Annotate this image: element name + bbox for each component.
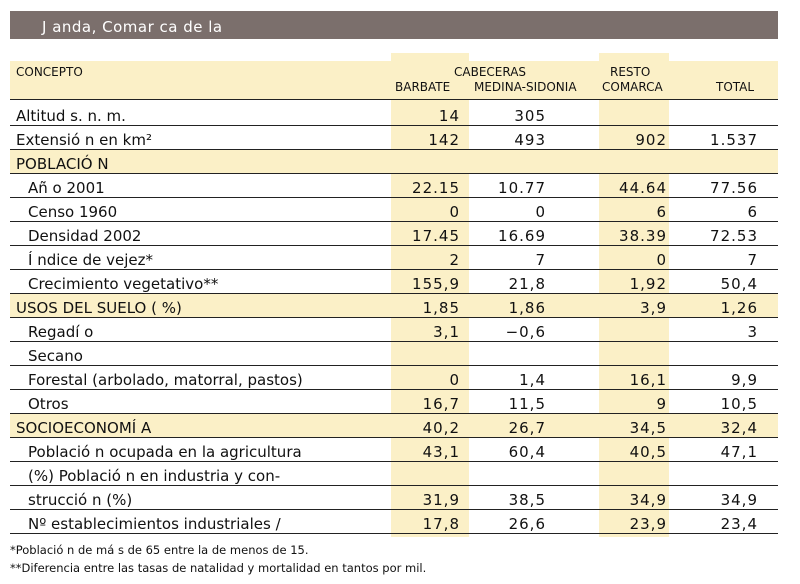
row-label: (%) Població n en industria y con- — [28, 467, 281, 485]
header-resto: RESTO — [610, 65, 651, 79]
row-label: Nº establecimientos industriales / — [28, 515, 281, 533]
total-value: 47,1 — [720, 443, 758, 461]
table-row — [10, 174, 778, 198]
medina-sidonia-value: −0,6 — [505, 323, 546, 341]
barbate-value: 17,8 — [422, 515, 460, 533]
row-divider — [10, 533, 778, 534]
barbate-value: 14 — [438, 107, 460, 125]
barbate-value: 17.45 — [412, 227, 460, 245]
header-divider — [10, 99, 778, 100]
table-row — [10, 246, 778, 270]
row-label: Añ o 2001 — [28, 179, 105, 197]
total-value: 1,26 — [720, 299, 758, 317]
barbate-value: 2 — [449, 251, 460, 269]
barbate-value: 40,2 — [422, 419, 460, 437]
medina-sidonia-value: 26,7 — [508, 419, 546, 437]
resto-comarca-value: 902 — [635, 131, 667, 149]
total-value: 23,4 — [720, 515, 758, 533]
resto-comarca-value: 44.64 — [619, 179, 667, 197]
table-row — [10, 438, 778, 462]
table-row — [10, 462, 778, 486]
row-label: Secano — [28, 347, 83, 365]
barbate-value: 16,7 — [422, 395, 460, 413]
medina-sidonia-value: 0 — [535, 203, 546, 221]
barbate-value: 31,9 — [422, 491, 460, 509]
resto-comarca-value: 38.39 — [619, 227, 667, 245]
medina-sidonia-value: 1,4 — [519, 371, 546, 389]
medina-sidonia-value: 21,8 — [508, 275, 546, 293]
table-row — [10, 390, 778, 414]
row-label: POBLACIÓ N — [16, 155, 109, 173]
data-table — [10, 53, 778, 537]
row-label: Í ndice de vejez* — [28, 251, 154, 269]
resto-comarca-value: 34,9 — [629, 491, 667, 509]
medina-sidonia-value: 7 — [535, 251, 546, 269]
table-row — [10, 294, 778, 318]
title-bar — [10, 11, 778, 39]
barbate-value: 142 — [428, 131, 460, 149]
table-row — [10, 270, 778, 294]
total-value: 10,5 — [720, 395, 758, 413]
row-label: USOS DEL SUELO ( %) — [16, 299, 182, 317]
barbate-value: 1,85 — [422, 299, 460, 317]
resto-comarca-value: 1,92 — [629, 275, 667, 293]
footnote-1: *Població n de má s de 65 entre la de menos de 15. — [10, 543, 309, 557]
row-label: Censo 1960 — [28, 203, 118, 221]
barbate-value: 3,1 — [433, 323, 460, 341]
table-row — [10, 342, 778, 366]
total-value: 9,9 — [731, 371, 758, 389]
total-value: 50,4 — [720, 275, 758, 293]
page-title: J anda, Comar ca de la — [42, 18, 223, 36]
row-label: strucció n (%) — [28, 491, 133, 509]
table-row — [10, 150, 778, 174]
barbate-value: 155,9 — [412, 275, 460, 293]
row-label: Crecimiento vegetativo** — [28, 275, 219, 293]
resto-comarca-value: 40,5 — [629, 443, 667, 461]
medina-sidonia-value: 16.69 — [498, 227, 546, 245]
total-value: 34,9 — [720, 491, 758, 509]
table-row — [10, 486, 778, 510]
table-row — [10, 126, 778, 150]
header-barbate: BARBATE — [395, 80, 451, 94]
medina-sidonia-value: 10.77 — [498, 179, 546, 197]
resto-comarca-value: 6 — [656, 203, 667, 221]
resto-comarca-value: 34,5 — [629, 419, 667, 437]
row-label: Població n ocupada en la agricultura — [28, 443, 302, 461]
footnote-2: **Diferencia entre las tasas de natalidad y mortalidad en tantos por mil. — [10, 561, 427, 575]
barbate-value: 0 — [449, 371, 460, 389]
medina-sidonia-value: 26,6 — [508, 515, 546, 533]
header-comarca: COMARCA — [602, 80, 663, 94]
table-row — [10, 414, 778, 438]
medina-sidonia-value: 38,5 — [508, 491, 546, 509]
resto-comarca-value: 16,1 — [629, 371, 667, 389]
row-label: Altitud s. n. m. — [16, 107, 126, 125]
total-value: 77.56 — [710, 179, 758, 197]
table-row — [10, 102, 778, 126]
total-value: 1.537 — [710, 131, 758, 149]
header-total: TOTAL — [716, 80, 755, 94]
barbate-value: 0 — [449, 203, 460, 221]
header-concepto: CONCEPTO — [16, 65, 83, 79]
table-row — [10, 222, 778, 246]
header-cabeceras: CABECERAS — [454, 65, 527, 79]
medina-sidonia-value: 60,4 — [508, 443, 546, 461]
medina-sidonia-value: 1,86 — [508, 299, 546, 317]
row-label: Regadí o — [28, 323, 94, 341]
resto-comarca-value: 3,9 — [640, 299, 667, 317]
total-value: 3 — [747, 323, 758, 341]
resto-comarca-value: 9 — [656, 395, 667, 413]
total-value: 7 — [747, 251, 758, 269]
row-label: Densidad 2002 — [28, 227, 142, 245]
row-label: SOCIOECONOMÍ A — [16, 419, 152, 437]
table-row — [10, 366, 778, 390]
medina-sidonia-value: 11,5 — [508, 395, 546, 413]
table-row — [10, 510, 778, 534]
total-value: 6 — [747, 203, 758, 221]
row-label: Otros — [28, 395, 69, 413]
row-label: Extensió n en km² — [16, 131, 152, 149]
total-value: 32,4 — [720, 419, 758, 437]
barbate-value: 22.15 — [412, 179, 460, 197]
resto-comarca-value: 23,9 — [629, 515, 667, 533]
medina-sidonia-value: 493 — [514, 131, 546, 149]
medina-sidonia-value: 305 — [514, 107, 546, 125]
total-value: 72.53 — [710, 227, 758, 245]
resto-comarca-value: 0 — [656, 251, 667, 269]
table-row — [10, 318, 778, 342]
header-medina-sidonia: MEDINA-SIDONIA — [474, 80, 577, 94]
barbate-value: 43,1 — [422, 443, 460, 461]
table-row — [10, 198, 778, 222]
row-label: Forestal (arbolado, matorral, pastos) — [28, 371, 303, 389]
